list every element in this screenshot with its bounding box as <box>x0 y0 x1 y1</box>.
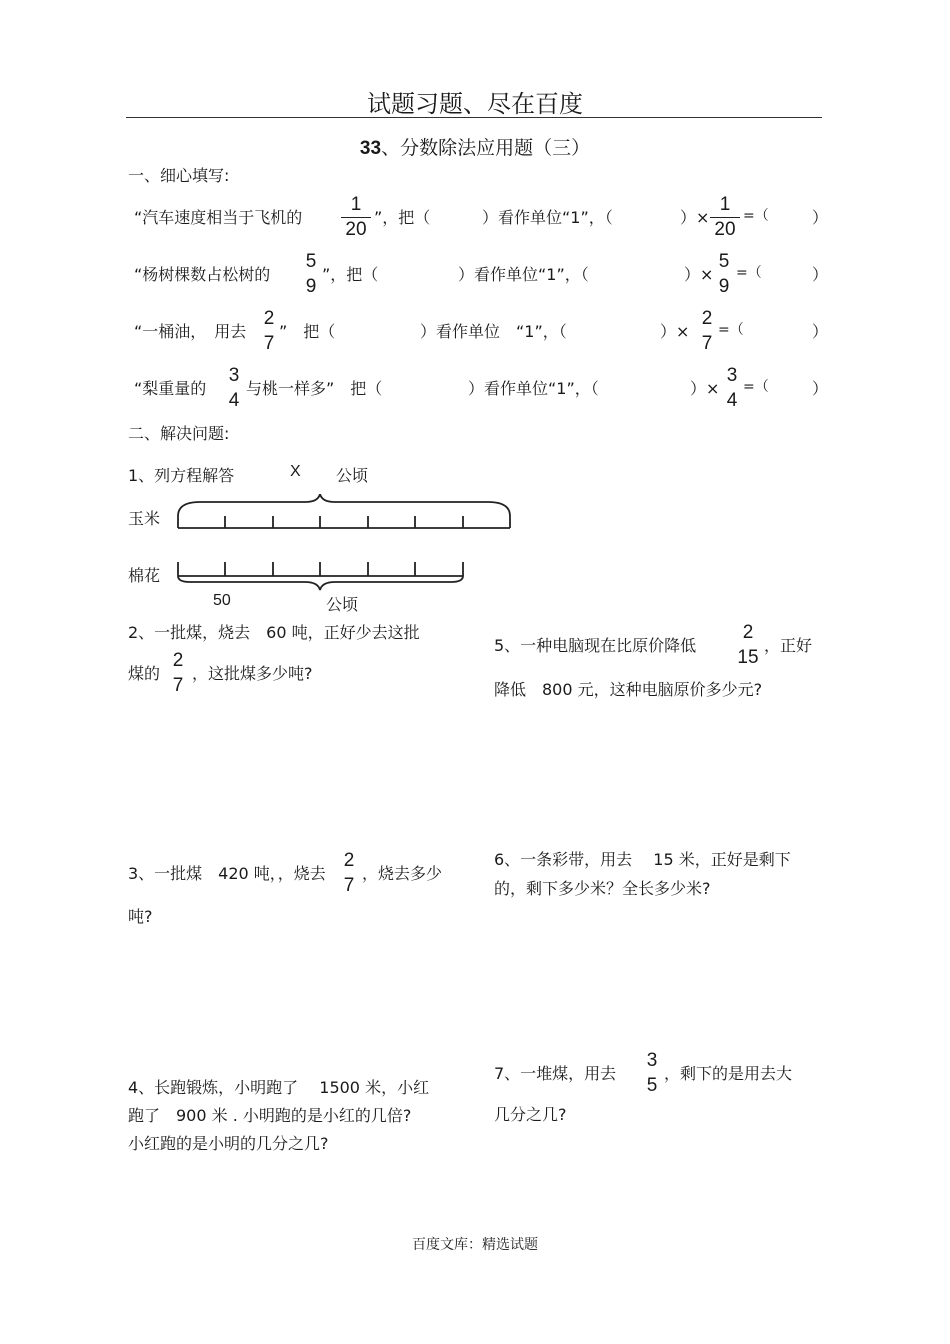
q6-line2: 的，剩下多少米？全长多少米? <box>494 879 711 898</box>
row4-times: ）× <box>690 379 720 398</box>
q4-line2: 跑了 900 米 . 小明跑的是小红的几倍? <box>128 1106 412 1125</box>
q1-unit-top: 公顷 <box>336 466 369 485</box>
row1-after-blank: ）看作单位“1”，（ <box>482 208 613 227</box>
row1-end: ） <box>812 208 829 227</box>
row3-fraction: 2 7 <box>263 308 275 354</box>
header-divider <box>126 117 822 118</box>
row1-quote: “汽车速度相当于飞机的 <box>134 208 303 227</box>
worksheet-title-text: 、分数除法应用题（三） <box>381 137 591 159</box>
q4-line3: 小红跑的是小明的几分之几? <box>128 1134 329 1153</box>
q2-line2-post: ，这批煤多少吨? <box>192 664 313 683</box>
q2-fraction: 2 7 <box>172 650 184 696</box>
row2-mid: ”，把（ <box>322 265 379 284</box>
section1-heading: 一、细心填写: <box>128 166 230 185</box>
row2-equals: =（ <box>736 265 762 281</box>
row1-times: ）× <box>680 208 710 227</box>
q7-fraction: 3 5 <box>646 1050 658 1096</box>
row3-equals: =（ <box>718 322 744 338</box>
q3-line1-post: ，烧去多少 <box>362 864 443 883</box>
row4-fraction: 3 4 <box>228 365 240 411</box>
q7-line1-pre: 7、一堆煤，用去 <box>494 1064 617 1083</box>
row3-fraction2: 2 7 <box>701 308 713 354</box>
q5-fraction: 2 15 <box>737 622 759 668</box>
section2-heading: 二、解决问题: <box>128 424 230 443</box>
page-footer: 百度文库：精选试题 <box>412 1237 538 1253</box>
q2-line1: 2、一批煤，烧去 60 吨，正好少去这批 <box>128 623 420 642</box>
row2-quote: “杨树棵数占松树的 <box>134 265 271 284</box>
row1-fraction2: 1 20 <box>707 193 743 242</box>
row4-equals: =（ <box>743 379 769 395</box>
row3-mid: ” 把（ <box>279 322 336 341</box>
row4-end: ） <box>812 379 829 398</box>
row1-mid: ”，把（ <box>374 208 431 227</box>
page-header-title: 试题习题、尽在百度 <box>367 90 583 118</box>
q5-line2: 降低 800 元，这种电脑原价多少元? <box>494 680 763 699</box>
row2-fraction2: 5 9 <box>718 251 730 297</box>
q7-line2: 几分之几? <box>494 1105 567 1124</box>
row2-after-blank: ）看作单位“1”，（ <box>458 265 589 284</box>
q5-line1-post: ，正好 <box>764 636 813 655</box>
q1-unit-bottom: 公顷 <box>326 595 359 614</box>
q3-line1-pre: 3、一批煤 420 吨，，烧去 <box>128 864 326 883</box>
q4-line1: 4、长跑锻炼，小明跑了 1500 米，小红 <box>128 1078 430 1097</box>
row4-after-blank: ）看作单位“1”，（ <box>468 379 599 398</box>
line-segment-diagram <box>170 494 520 594</box>
q2-line2-pre: 煤的 <box>128 664 161 683</box>
q1-row1-label: 玉米 <box>128 509 161 528</box>
row2-fraction: 5 9 <box>305 251 317 297</box>
row2-end: ） <box>812 265 829 284</box>
q1-value-bottom: 50 <box>213 592 231 609</box>
q3-line2: 吨? <box>128 907 153 926</box>
row4-quote: “梨重量的 <box>134 379 207 398</box>
row3-end: ） <box>812 322 829 341</box>
q1-row2-label: 棉花 <box>128 566 161 585</box>
row4-fraction2: 3 4 <box>726 365 738 411</box>
worksheet-number: 33 <box>359 138 382 159</box>
q5-line1-pre: 5、一种电脑现在比原价降低 <box>494 636 697 655</box>
row1-equals: =（ <box>743 208 769 224</box>
q1-unknown-x: X <box>290 463 301 480</box>
q3-fraction: 2 7 <box>343 850 355 896</box>
row3-quote: “一桶油， 用去 <box>134 322 247 341</box>
row3-after-blank: ）看作单位 “1”，（ <box>420 322 567 341</box>
worksheet-title <box>0 133 950 160</box>
row4-mid: 与桃一样多” 把（ <box>246 379 383 398</box>
row1-fraction: 1 20 <box>338 193 374 242</box>
q6-line1: 6、一条彩带，用去 15 米，正好是剩下 <box>494 850 791 869</box>
q7-line1-post: ，剩下的是用去大 <box>664 1064 793 1083</box>
q1-label: 1、列方程解答 <box>128 466 235 485</box>
row3-times: ）× <box>660 322 690 341</box>
row2-times: ）× <box>684 265 714 284</box>
